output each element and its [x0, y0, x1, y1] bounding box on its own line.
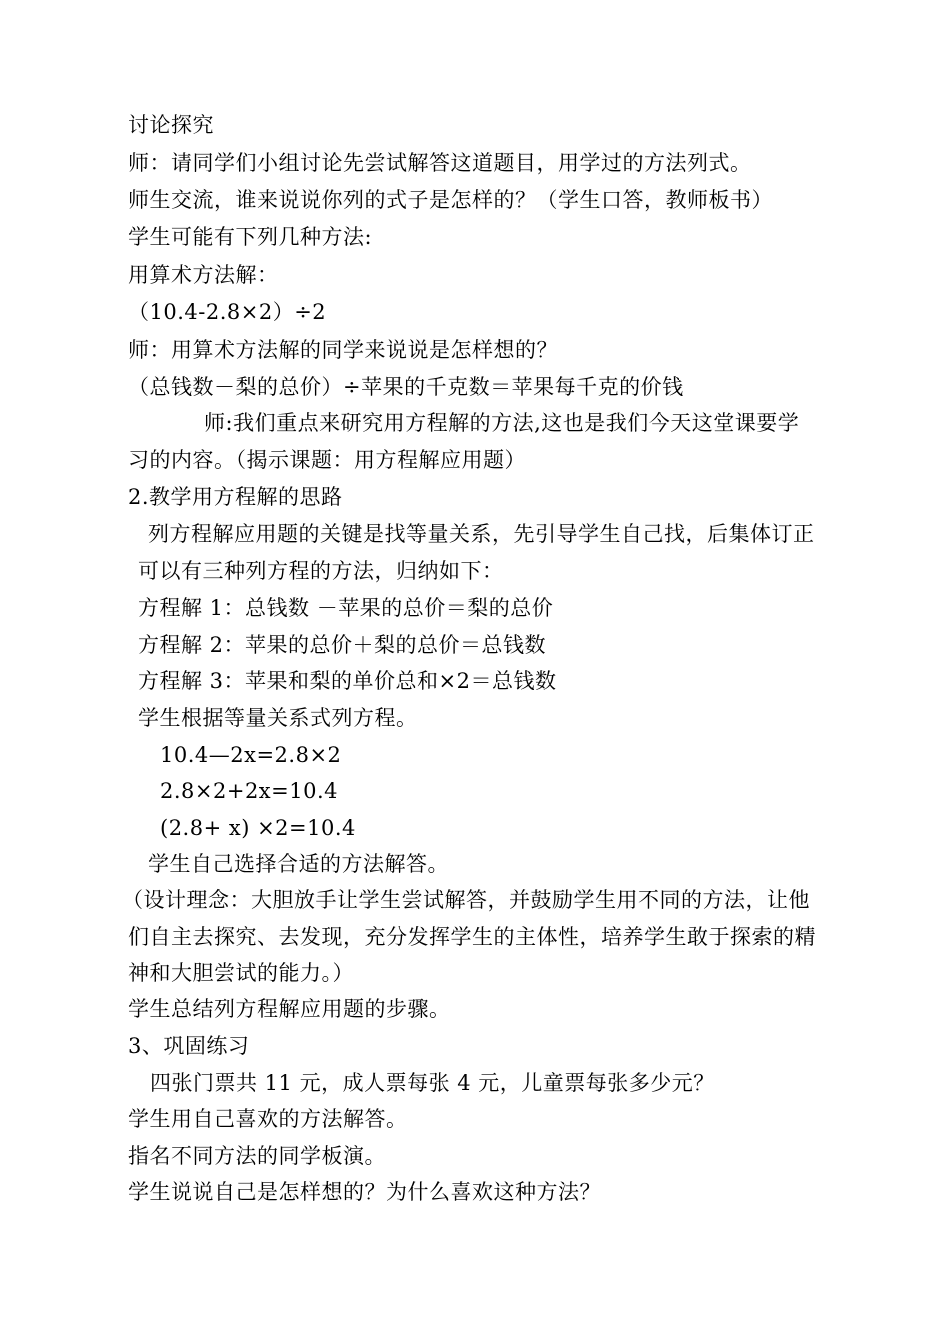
section-heading: 2.教学用方程解的思路	[128, 485, 343, 509]
text-line: 学生说说自己是怎样想的？为什么喜欢这种方法？	[128, 1180, 601, 1204]
text-line: （总钱数－梨的总价）÷苹果的千克数＝苹果每千克的价钱	[128, 375, 684, 399]
text-line: 指名不同方法的同学板演。	[128, 1144, 386, 1168]
text-line: 师生交流，谁来说说你列的式子是怎样的？（学生口答，教师板书）	[128, 188, 773, 212]
text-line: 学生用自己喜欢的方法解答。	[128, 1107, 408, 1131]
equation-line: 2.8×2+2x=10.4	[160, 779, 339, 803]
text-line: 神和大胆尝试的能力。）	[128, 961, 354, 985]
practice-problem: 四张门票共 11 元，成人票每张 4 元，儿童票每张多少元？	[150, 1071, 715, 1095]
text-line: 们自主去探究、去发现，充分发挥学生的主体性，培养学生敢于探索的精	[128, 925, 816, 949]
equation-line: (2.8+ x) ×2=10.4	[160, 816, 356, 840]
text-line: 可以有三种列方程的方法，归纳如下：	[138, 559, 504, 583]
section-heading: 3、巩固练习	[128, 1034, 250, 1058]
text-line: 用算术方法解：	[128, 263, 279, 287]
equation-line: 10.4—2x=2.8×2	[160, 743, 342, 767]
text-line: 学生根据等量关系式列方程。	[138, 706, 418, 730]
text-line: 学生自己选择合适的方法解答。	[148, 852, 449, 876]
text-line: 师：请同学们小组讨论先尝试解答这道题目，用学过的方法列式。	[128, 151, 752, 175]
text-line: 师:我们重点来研究用方程解的方法,这也是我们今天这堂课要学	[204, 411, 800, 435]
text-line: 学生可能有下列几种方法:	[128, 225, 373, 249]
equation-method-line: 方程解 3：苹果和梨的单价总和×2＝总钱数	[138, 669, 557, 693]
heading-discussion: 讨论探究	[128, 113, 214, 137]
text-line: （设计理念：大胆放手让学生尝试解答，并鼓励学生用不同的方法，让他	[122, 888, 810, 912]
equation-method-line: 方程解 1：总钱数 －苹果的总价＝梨的总价	[138, 596, 554, 620]
equation-method-line: 方程解 2：苹果的总价＋梨的总价＝总钱数	[138, 633, 547, 657]
text-line: 学生总结列方程解应用题的步骤。	[128, 997, 451, 1021]
text-line: 习的内容。（揭示课题：用方程解应用题）	[128, 448, 526, 472]
text-line: 列方程解应用题的关键是找等量关系，先引导学生自己找，后集体订正	[148, 522, 815, 546]
text-line: 师：用算术方法解的同学来说说是怎样想的？	[128, 338, 558, 362]
formula-line: （10.4-2.8×2）÷2	[128, 300, 327, 324]
